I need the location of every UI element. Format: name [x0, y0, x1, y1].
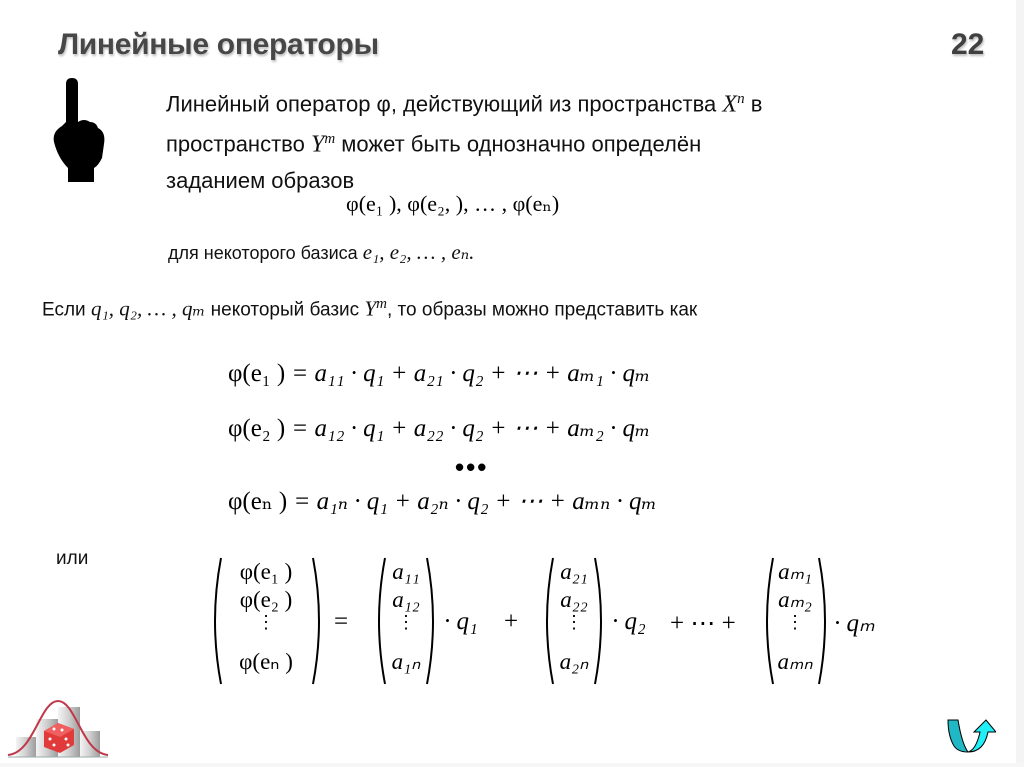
equation-row-2: φ(e₂ ) = a₁₂ · q₁ + a₂₂ · q₂ + ⋯ + aₘ₂ · qₘ: [228, 415, 651, 442]
pointing-hand-icon: [52, 78, 108, 182]
vertical-ellipsis: •••: [455, 452, 489, 482]
plus-sign: +: [504, 608, 519, 635]
coefficient-vector-2: a₂₁ a₂₂ ⋮ a₂ₙ: [540, 556, 610, 686]
intro-line-1: Линейный оператор φ, действующий из пространства $X^n$ в: [166, 91, 763, 118]
equation-row-n: φ(eₙ ) = a₁ₙ · q₁ + a₂ₙ · q₂ + ⋯ + aₘₙ · qₘ: [228, 488, 657, 515]
equals-sign: =: [334, 608, 349, 635]
return-arrow-icon[interactable]: [942, 716, 996, 756]
or-label: или: [56, 548, 89, 569]
basis-line: для некоторого базиса e₁, e₂, … , eₙ.: [168, 240, 475, 264]
lhs-vector: φ(e₁ ) φ(e₂ ) ⋮ φ(eₙ ): [208, 556, 328, 686]
dice-normal-distribution-logo: [4, 693, 112, 759]
coefficient-vector-m: aₘ₁ aₘ₂ ⋮ aₘₙ: [760, 556, 830, 686]
coefficient-vector-1: a₁₁ a₁₂ ⋮ a₁ₙ: [372, 556, 442, 686]
intro-paragraph: [166, 82, 906, 198]
slide-border-right: [1016, 0, 1024, 767]
equation-row-1: φ(e₁ ) = a₁₁ · q₁ + a₂₁ · q₂ + ⋯ + aₘ₁ · qₘ: [228, 360, 651, 387]
intro-line-3: заданием образов: [166, 167, 355, 193]
left-paren: [208, 556, 222, 686]
if-basis-line: Если q₁, q₂, … , qₘ некоторый базис $Y^m$, то образы можно представить как: [42, 296, 698, 321]
slide-number: 22: [951, 28, 985, 61]
right-paren: [312, 556, 326, 686]
matrix-equation: φ(e₁ ) φ(e₂ ) ⋮ φ(eₙ ) = a₁₁ a₁₂ ⋮ a₁ₙ · q₁ + a₂₁ a₂₂ ⋮ a₂ₙ · q₂ + ⋯ + aₘ₁ aₘ₂ ⋮ aₘₙ · qₘ: [200, 556, 920, 686]
plus-dots-plus: + ⋯ +: [670, 610, 736, 637]
images-list-formula: φ(e₁ ), φ(e₂, ), … , φ(eₙ): [346, 191, 560, 216]
slide-border-bottom: [0, 763, 1024, 767]
slide-title: Линейные операторы: [58, 28, 379, 61]
intro-line-2: пространство $Y^m$ может быть однозначно определён: [166, 131, 702, 158]
